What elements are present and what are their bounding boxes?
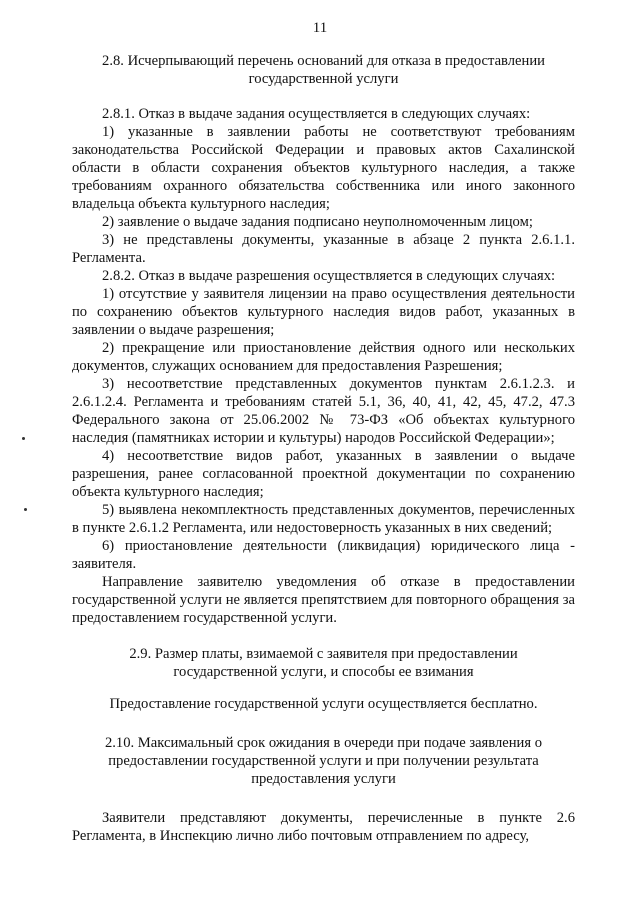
section-2-8-2-item: 2) прекращение или приостановление действия одного или нескольких документов, служащих основанием для предоставления Разрешения; (72, 340, 575, 374)
section-2-8-2-intro: 2.8.2. Отказ в выдаче разрешения осуществляется в следующих случаях: (102, 268, 556, 284)
section-2-9-text: Предоставление государственной услуги осуществляется бесплатно. (109, 696, 538, 712)
section-2-9-heading: 2.9. Размер платы, взимаемой с заявителя при предоставлении государственной услуги, и способы ее взимания (129, 646, 518, 680)
section-2-8-1-item: 2) заявление о выдаче задания подписано неуполномоченным лицом; (102, 214, 533, 230)
section-2-10-heading: 2.10. Максимальный срок ожидания в очереди при подаче заявления о предоставлении государственной услуги и при получении результата предоставления услуги (104, 735, 543, 787)
section-2-8-2-item: 6) приостановление деятельности (ликвидация) юридического лица - заявителя. (72, 538, 575, 572)
section-2-8-2-item: 5) выявлена некомплектность представленных документов, перечисленных в пункте 2.6.1.2 Регламента, или недостоверность указанных в них сведений; (72, 502, 575, 536)
section-2-8-1-item: 3) не представлены документы, указанные в абзаце 2 пункта 2.6.1.1. Регламента. (72, 232, 575, 266)
page-content (72, 52, 575, 845)
scan-speck (22, 437, 25, 440)
section-2-8-heading: 2.8. Исчерпывающий перечень оснований для отказа в предоставлении государственной услуги (102, 53, 545, 87)
section-2-8-1-item: 1) указанные в заявлении работы не соответствуют требованиям законодательства Российской Федерации и правовых актов Сахалинской области в области сохранения объектов культурного наследия, а также требованиям охранного обязательства собственника или иного законного владельца объекта культурного наследия; (72, 124, 575, 212)
section-2-8-2-item: 4) несоответствие видов работ, указанных в заявлении о выдаче разрешения, ранее согласованной проектной документации по сохранению объекта культурного наследия; (72, 448, 575, 500)
section-2-10-text: Заявители представляют документы, перечисленные в пункте 2.6 Регламента, в Инспекцию лично либо почтовым отправлением по адресу, (72, 810, 575, 844)
page-number: 11 (312, 20, 328, 36)
section-2-8-2-item: 3) несоответствие представленных документов пунктам 2.6.1.2.3. и 2.6.1.2.4. Регламента и требованиям статей 5.1, 36, 40, 41, 42, 45, 47.2, 47.3 Федерального закона от 25.06.2002 № 73-ФЗ «Об объектах культурного наследия (памятниках истории и культуры) народов Российской Федерации»; (72, 376, 575, 446)
section-2-8-final-paragraph: Направление заявителю уведомления об отказе в предоставлении государственной услуги не является препятствием для повторного обращения за предоставлением государственной услуги. (72, 574, 575, 626)
section-2-8-2-item: 1) отсутствие у заявителя лицензии на право осуществления деятельности по сохранению объектов культурного наследия видов работ, указанных в заявлении о выдаче разрешения; (72, 286, 575, 338)
scan-speck (24, 508, 27, 511)
section-2-8-1-intro: 2.8.1. Отказ в выдаче задания осуществляется в следующих случаях: (102, 106, 531, 122)
